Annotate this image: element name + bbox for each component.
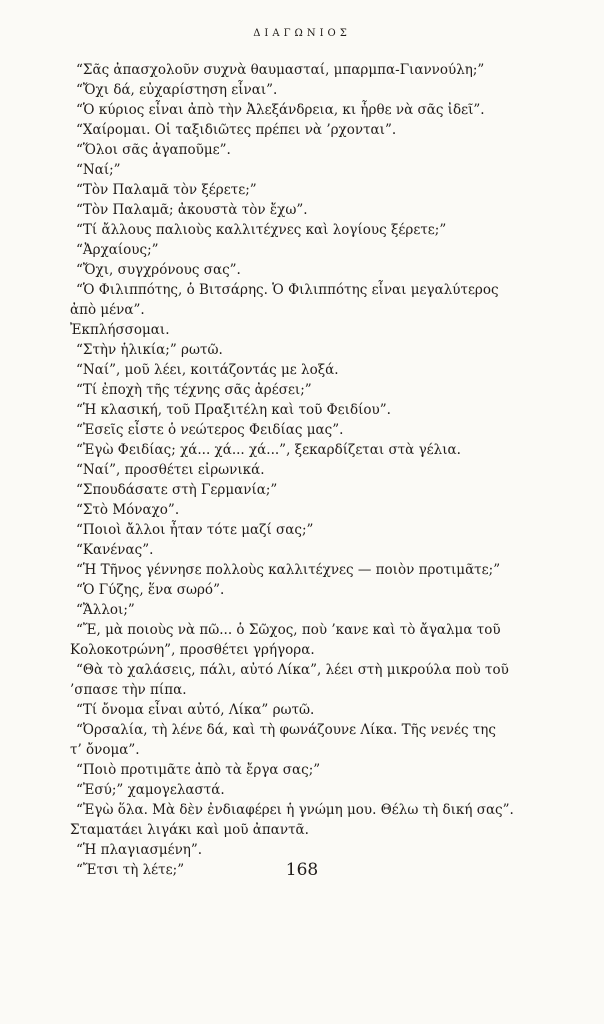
text-line: “Κανένας”.: [76, 542, 154, 558]
text-line: “Ἐγὼ ὅλα. Μὰ δὲν ἐνδιαφέρει ἡ γνώμη μου. Θέλω τὴ δική σας”.: [76, 802, 514, 818]
text-line: “Ναί”, προσθέτει εἰρωνικά.: [76, 462, 265, 478]
text-line: “Ἐσεῖς εἶστε ὁ νεώτερος Φειδίας μας”.: [76, 422, 344, 438]
text-line: “Ὁ Φιλιππότης, ὁ Βιτσάρης. Ὁ Φιλιππότης εἶναι μεγαλύτερος: [76, 282, 499, 298]
text-line: “Ὁ Γύζης, ἕνα σωρό”.: [76, 582, 225, 598]
text-line: “Ναί;”: [76, 162, 121, 178]
text-line: “Χαίρομαι. Οἱ ταξιδιῶτες πρέπει νὰ ’ρχονται”.: [76, 122, 397, 138]
text-line: “Τί ἐποχὴ τῆς τέχνης σᾶς ἀρέσει;”: [76, 382, 312, 398]
page-number: 168: [285, 860, 319, 880]
text-line: “Ἐγὼ Φειδίας; χά... χά... χά...”, ξεκαρδίζεται στὰ γέλια.: [76, 442, 461, 458]
running-head: ΔΙΑΓΩΝΙΟΣ: [253, 28, 351, 39]
text-line: Κολοκοτρώνη”, προσθέτει γρήγορα.: [70, 642, 315, 658]
text-line: Σταματάει λιγάκι καὶ μοῦ ἀπαντᾶ.: [70, 822, 309, 838]
text-line: ’σπασε τὴν πίπα.: [70, 682, 187, 698]
text-line: “Ἡ κλασική, τοῦ Πραξιτέλη καὶ τοῦ Φειδίου”.: [76, 402, 391, 418]
text-line: “Ἡ πλαγιασμένη”.: [76, 842, 203, 858]
text-line: “Ἀρχαίους;”: [76, 242, 159, 258]
text-line: “Ἔ, μὰ ποιοὺς νὰ πῶ... ὁ Σῶχος, ποὺ ’κανε καὶ τὸ ἄγαλμα τοῦ: [76, 622, 501, 638]
text-line: “Ἐσύ;” χαμογελαστά.: [76, 782, 225, 798]
text-line: Ἐκπλήσσομαι.: [70, 322, 170, 338]
text-line: “Ναί”, μοῦ λέει, κοιτάζοντάς με λοξά.: [76, 362, 339, 378]
text-line: “Ὀρσαλία, τὴ λένε δά, καὶ τὴ φωνάζουνε Λίκα. Τῆς νενές της: [76, 722, 496, 738]
text-line: “Ὅλοι σᾶς ἀγαποῦμε”.: [76, 142, 231, 158]
text-line: “Ἔτσι τὴ λέτε;”: [76, 862, 185, 878]
text-line: “Τὸν Παλαμᾶ τὸν ξέρετε;”: [76, 182, 257, 198]
text-line: “Ὄχι, συγχρόνους σας”.: [76, 262, 241, 278]
text-line: “Τὸν Παλαμᾶ; ἀκουστὰ τὸν ἔχω”.: [76, 202, 308, 218]
text-line: “Στὴν ἡλικία;” ρωτῶ.: [76, 342, 223, 358]
text-line: “Ὄχι δά, εὐχαρίστηση εἶναι”.: [76, 82, 278, 98]
text-line: “Σᾶς ἀπασχολοῦν συχνὰ θαυμασταί, μπαρμπα-Γιαννούλη;”: [76, 62, 485, 78]
text-line: “Ἄλλοι;”: [76, 602, 135, 618]
body-text: [70, 60, 540, 880]
text-line: “Ἡ Τῆνος γέννησε πολλοὺς καλλιτέχνες — ποιὸν προτιμᾶτε;”: [76, 562, 501, 578]
text-line: “Σπουδάσατε στὴ Γερμανία;”: [76, 482, 278, 498]
text-line: “Τί ὄνομα εἶναι αὐτό, Λίκα” ρωτῶ.: [76, 702, 315, 718]
text-line: “Ὁ κύριος εἶναι ἀπὸ τὴν Ἀλεξάνδρεια, κι ἦρθε νὰ σᾶς ἰδεῖ”.: [76, 102, 485, 118]
text-line: τ’ ὄνομα”.: [70, 742, 140, 758]
text-line: ἀπὸ μένα”.: [70, 302, 145, 318]
text-line: “Τί ἄλλους παλιοὺς καλλιτέχνες καὶ λογίους ξέρετε;”: [76, 222, 447, 238]
text-line: “Ποιοὶ ἄλλοι ἦταν τότε μαζί σας;”: [76, 522, 314, 538]
text-line: “Στὸ Μόναχο”.: [76, 502, 180, 518]
text-line: “Θὰ τὸ χαλάσεις, πάλι, αὐτό Λίκα”, λέει στὴ μικρούλα ποὺ τοῦ: [76, 662, 509, 678]
text-line: “Ποιὸ προτιμᾶτε ἀπὸ τὰ ἔργα σας;”: [76, 762, 321, 778]
